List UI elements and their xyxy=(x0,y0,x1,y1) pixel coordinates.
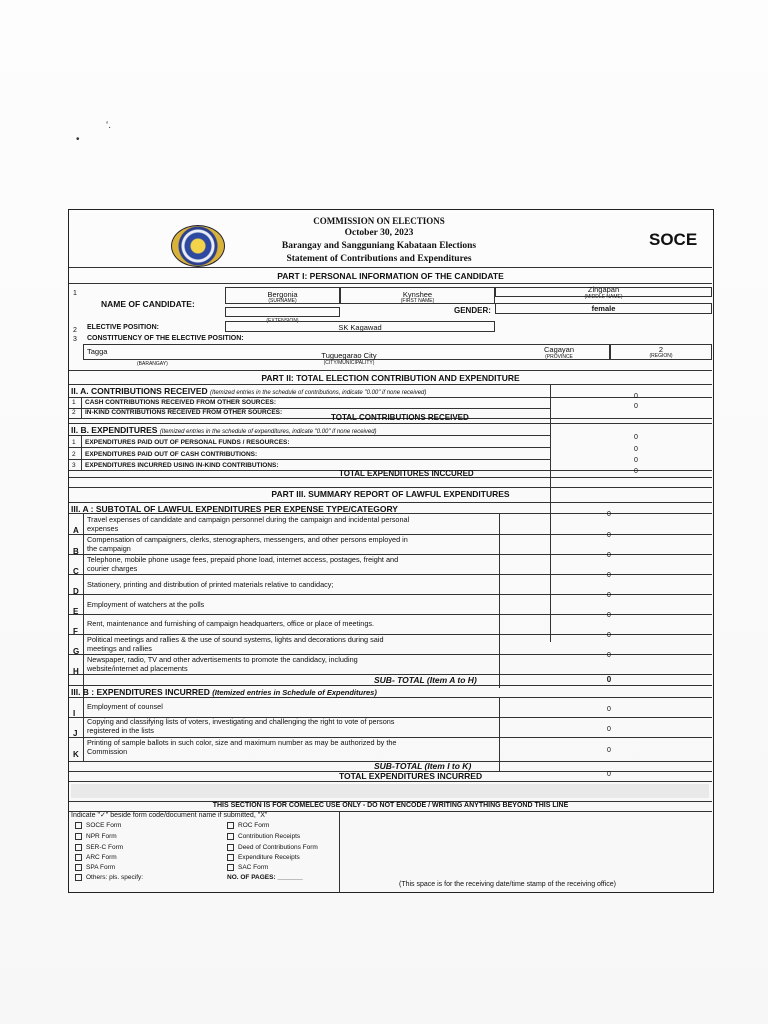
checkbox[interactable] xyxy=(227,854,234,861)
item-description xyxy=(87,619,374,628)
name-label: NAME OF CANDIDATE: xyxy=(101,299,195,309)
divider xyxy=(69,781,712,782)
divider xyxy=(69,477,712,478)
province-value: Cagayan xyxy=(543,345,575,354)
checkbox[interactable] xyxy=(227,822,234,829)
item-description-line: the campaign xyxy=(87,544,131,553)
item-description-line: website/internet ad placements xyxy=(87,664,188,673)
gender-label: GENDER: xyxy=(454,306,491,315)
item-letter: D xyxy=(73,587,79,596)
constituency-label: CONSTITUENCY OF THE ELECTIVE POSITION: xyxy=(87,335,244,342)
subtotal-a-label: SUB- TOTAL (Item A to H) xyxy=(374,675,477,685)
scan-speck: ‘. xyxy=(106,120,111,131)
region-value: 2 xyxy=(658,345,664,354)
contributions-note: (Itemized entries in the schedule of contributions, indicate "0.00" if none received) xyxy=(210,390,427,396)
contribution-label: CASH CONTRIBUTIONS RECEIVED FROM OTHER SOURCES: xyxy=(85,399,277,406)
item-value: 0 xyxy=(607,552,611,559)
total-contributions-label: TOTAL CONTRIBUTIONS RECEIVED xyxy=(331,413,469,422)
item-description xyxy=(87,515,409,533)
item-description xyxy=(87,738,396,756)
item-value: 0 xyxy=(607,632,611,639)
item-description xyxy=(87,555,398,573)
expenditure-value: 0 xyxy=(634,446,638,453)
checklist-item[interactable] xyxy=(227,844,318,851)
item-value: 0 xyxy=(607,726,611,733)
divider xyxy=(83,513,84,698)
expenditure-num: 2 xyxy=(72,451,76,458)
province-caption: (PROVINCE xyxy=(545,354,573,360)
contributions-title: II. A. CONTRIBUTIONS RECEIVED xyxy=(71,386,208,396)
item-description-line: Rent, maintenance and furnishing of campaign headquarters, office or place of meetings. xyxy=(87,619,375,628)
item-description-line: courier charges xyxy=(87,564,138,573)
stamp-space-note: (This space is for the receiving date/time stamp of the receiving office) xyxy=(399,881,616,888)
part3-b-title: III. B : EXPENDITURES INCURRED xyxy=(71,687,210,697)
item-value: 0 xyxy=(607,747,611,754)
checkbox[interactable] xyxy=(227,864,234,871)
item-letter: J xyxy=(73,729,78,738)
divider xyxy=(81,435,82,471)
checklist-label: Deed of Contributions Form xyxy=(238,844,318,852)
region-caption: (REGION) xyxy=(649,353,673,359)
divider xyxy=(69,423,712,424)
contribution-value: 0 xyxy=(634,403,638,410)
item-description xyxy=(87,655,358,673)
checklist-item[interactable] xyxy=(75,844,123,851)
item-description-line: registered in the lists xyxy=(87,726,154,735)
shaded-band xyxy=(71,784,709,798)
expenditure-label: EXPENDITURES PAID OUT OF CASH CONTRIBUTIONS: xyxy=(85,451,258,458)
soce-form xyxy=(68,209,714,893)
expenditure-num: 1 xyxy=(72,439,76,446)
election-name: Barangay and Sangguniang Kabataan Elections xyxy=(281,241,477,251)
contributions-heading xyxy=(71,386,426,396)
checkbox[interactable] xyxy=(75,822,82,829)
surname-value: Bergonia xyxy=(267,290,298,299)
divider xyxy=(339,811,340,893)
item-description-line: Copying and classifying lists of voters, investigating and challenging the right to vote of persons xyxy=(87,717,395,726)
divider xyxy=(83,697,84,762)
checklist-item[interactable] xyxy=(227,822,269,829)
divider xyxy=(69,370,712,371)
statement-title: Statement of Contributions and Expenditures xyxy=(286,254,472,264)
checklist-label: SOCE Form xyxy=(86,822,122,830)
divider xyxy=(69,435,550,436)
city-value: Tuguegarao City xyxy=(321,351,377,360)
checkbox[interactable] xyxy=(75,844,82,851)
checkbox[interactable] xyxy=(75,854,82,861)
divider xyxy=(69,685,712,686)
checkbox[interactable] xyxy=(227,833,234,840)
checkbox[interactable] xyxy=(75,833,82,840)
contribution-label: IN-KIND CONTRIBUTIONS RECEIVED FROM OTHER SOURCES: xyxy=(85,409,283,416)
item-description-line: expenses xyxy=(87,524,119,533)
item-description-line: Telephone, mobile phone usage fees, prepaid phone load, internet access, postages, freight and xyxy=(87,555,399,564)
row-number: 2 xyxy=(73,327,77,334)
expenditures-title: II. B. EXPENDITURES xyxy=(71,425,158,435)
extension-field xyxy=(225,307,340,317)
checklist-item[interactable] xyxy=(75,864,115,871)
checklist-label: NPR Form xyxy=(86,833,117,841)
gender-value: female xyxy=(591,304,616,313)
part3-a-title: III. A : SUBTOTAL OF LAWFUL EXPENDITURES PER EXPENSE TYPE/CATEGORY xyxy=(71,504,398,514)
checklist-label: SPA Form xyxy=(86,864,116,872)
election-date: October 30, 2023 xyxy=(344,228,414,238)
barangay-caption: (BARANGAY) xyxy=(137,361,168,367)
checkbox[interactable] xyxy=(227,844,234,851)
part1-title: PART I: PERSONAL INFORMATION OF THE CANDIDATE xyxy=(277,271,504,281)
item-letter: K xyxy=(73,750,79,759)
item-description xyxy=(87,535,408,553)
expenditure-label: EXPENDITURES INCURRED USING IN-KIND CONTRIBUTIONS: xyxy=(85,462,279,469)
checklist-label: ROC Form xyxy=(238,822,270,830)
divider xyxy=(69,459,550,460)
checkbox[interactable] xyxy=(75,864,82,871)
item-description xyxy=(87,717,394,735)
part3-b-heading xyxy=(71,687,377,697)
expenditures-heading xyxy=(71,425,377,435)
form-code: SOCE xyxy=(649,230,698,249)
checkbox[interactable] xyxy=(75,874,82,881)
item-letter: A xyxy=(73,526,79,535)
item-value: 0 xyxy=(607,532,611,539)
item-value: 0 xyxy=(607,572,611,579)
row-number: 3 xyxy=(73,336,77,343)
total-expenditures-value: 0 xyxy=(634,468,638,475)
divider xyxy=(69,267,712,268)
expenditure-value: 0 xyxy=(634,457,638,464)
expenditures-note: (Itemized entries in the schedule of expenditures, indicate "0.00" if none received) xyxy=(159,429,377,435)
first-name-value: Kynshee xyxy=(402,290,433,299)
divider xyxy=(69,487,712,488)
checklist-label: ARC Form xyxy=(86,854,117,862)
item-letter: I xyxy=(73,709,76,718)
item-letter: B xyxy=(73,547,79,556)
barangay-value: Tagga xyxy=(87,347,108,356)
surname-caption: (SURNAME) xyxy=(268,298,297,304)
contribution-num: 1 xyxy=(72,399,76,406)
checklist-label: Contribution Receipts xyxy=(238,833,301,841)
extension-caption: (EXTENSION) xyxy=(266,318,299,324)
item-description-line: Employment of counsel xyxy=(87,702,163,711)
row-number: 1 xyxy=(73,290,77,297)
scan-speck: • xyxy=(76,134,80,145)
checklist-item[interactable] xyxy=(75,822,121,829)
part3-title: PART III. SUMMARY REPORT OF LAWFUL EXPENDITURES xyxy=(271,489,510,499)
comelec-seal xyxy=(171,225,225,267)
item-description-line: Commission xyxy=(87,747,128,756)
divider xyxy=(69,384,712,385)
contribution-value: 0 xyxy=(634,393,638,400)
item-description-line: meetings and rallies xyxy=(87,644,152,653)
item-description-line: Travel expenses of candidate and campaign personnel during the campaign and incidental personal xyxy=(87,515,410,524)
divider xyxy=(69,283,712,284)
item-letter: C xyxy=(73,567,79,576)
item-description-line: Printing of sample ballots in such color, size and maximum number as may be authorized by the xyxy=(87,738,397,747)
checklist-label: Expenditure Receipts xyxy=(238,854,300,862)
item-description xyxy=(87,600,204,609)
item-description xyxy=(87,580,333,589)
checklist-item[interactable] xyxy=(75,854,117,861)
item-description-line: Employment of watchers at the polls xyxy=(87,600,205,609)
subtotal-b-label: SUB-TOTAL (Item I to K) xyxy=(374,761,472,771)
item-value: 0 xyxy=(607,706,611,713)
divider xyxy=(499,513,500,688)
subtotal-a-value: 0 xyxy=(606,675,612,684)
item-letter: E xyxy=(73,607,79,616)
item-letter: F xyxy=(73,627,78,636)
pages-count-label: NO. OF PAGES: _______ xyxy=(227,874,303,881)
part3-b-note: (Itemized entries in Schedule of Expenditures) xyxy=(212,688,377,697)
checklist-item[interactable] xyxy=(75,833,117,840)
middle-name-value: Zingapan xyxy=(587,285,620,294)
item-value: 0 xyxy=(607,652,611,659)
contribution-num: 2 xyxy=(72,409,76,416)
item-description-line: Compensation of campaigners, clerks, stenographers, messengers, and other persons employed in xyxy=(87,535,408,544)
item-description-line: Stationery, printing and distribution of printed materials relative to candidacy; xyxy=(87,580,334,589)
item-value: 0 xyxy=(607,612,611,619)
item-description-line: Political meetings and rallies & the use of sound systems, lights and decorations during said xyxy=(87,635,384,644)
divider xyxy=(69,502,712,503)
checklist-item[interactable] xyxy=(227,833,300,840)
total-value: 0 xyxy=(607,771,611,778)
expenditure-num: 3 xyxy=(72,462,76,469)
item-description-line: Newspaper, radio, TV and other advertisements to promote the candidacy, including xyxy=(87,655,358,664)
first-name-caption: (FIRST NAME) xyxy=(400,298,435,304)
checklist-item[interactable] xyxy=(227,864,268,871)
item-letter: G xyxy=(73,647,80,656)
divider xyxy=(69,697,712,698)
item-value: 0 xyxy=(607,511,611,518)
checklist-label: SER-C Form xyxy=(86,844,124,852)
position-label: ELECTIVE POSITION: xyxy=(87,324,159,331)
item-letter: H xyxy=(73,667,79,676)
total-expenditures-label: TOTAL EXPENDITURES INCCURED xyxy=(339,469,474,478)
city-caption: (CITY/MUNICIPALITY) xyxy=(323,360,375,366)
part2-title: PART II: TOTAL ELECTION CONTRIBUTION AND EXPENDITURE xyxy=(261,373,520,383)
item-description xyxy=(87,702,163,711)
position-value: SK Kagawad xyxy=(338,323,382,332)
checklist-label: SAC Form xyxy=(238,864,269,872)
checklist-item[interactable] xyxy=(227,854,300,861)
checklist-label: Others: pls. specify: xyxy=(86,874,144,882)
total-label: TOTAL EXPENDITURES INCURRED xyxy=(339,771,483,781)
divider xyxy=(69,447,550,448)
item-description xyxy=(87,635,384,653)
org-name: COMMISSION ON ELECTIONS xyxy=(313,216,445,226)
checklist-item[interactable] xyxy=(75,874,143,881)
expenditure-value: 0 xyxy=(634,434,638,441)
expenditure-label: EXPENDITURES PAID OUT OF PERSONAL FUNDS / RESOURCES: xyxy=(85,439,290,446)
middle-name-caption: (MIDDLE NAME) xyxy=(584,294,623,300)
divider xyxy=(69,397,712,398)
indicate-instruction: Indicate "✓" beside form code/document name if submitted, "X" xyxy=(71,812,268,819)
comelec-banner: THIS SECTION IS FOR COMELEC USE ONLY - DO NOT ENCODE / WRITING ANYTHING BEYOND THIS LINE xyxy=(212,802,569,809)
item-value: 0 xyxy=(607,592,611,599)
